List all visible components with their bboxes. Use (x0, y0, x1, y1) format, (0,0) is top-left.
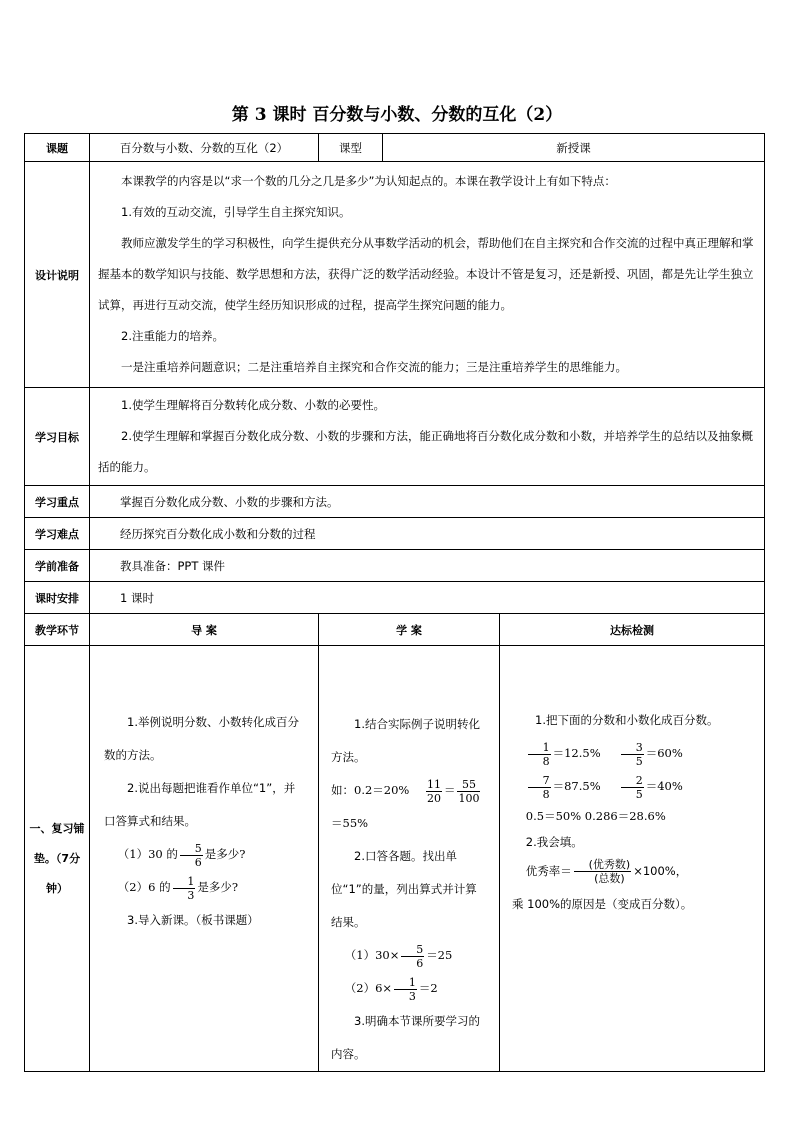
guide-i2: 2.说出每题把谁看作单位“1”，并口答算式和结果。 (104, 781, 296, 828)
row-header (25, 614, 765, 646)
check-r3: 0.5＝50% 0.286＝28.6% (525, 809, 666, 823)
key-value: 掌握百分数化成分数、小数的步骤和方法。 (90, 486, 765, 518)
label-prep: 学前准备 (25, 550, 90, 582)
check-r1: $\frac{1}{8}$ ＝12.5% $\frac{3}{5}$ ＝60% (506, 737, 760, 770)
design-p4: 2.注重能力的培养。 (121, 329, 224, 343)
goals-p1: 1.使学生理解将百分数转化成分数、小数的必要性。 (121, 398, 385, 412)
row-goals (25, 388, 765, 486)
check-i1: 1.把下面的分数和小数化成百分数。 (535, 713, 719, 727)
header-col2: 导 案 (90, 614, 319, 646)
header-col4: 达标检测 (500, 614, 765, 646)
type-value: 新授课 (383, 134, 765, 162)
design-p1: 本课教学的内容是以“求一个数的几分之几是多少”为认知起点的。本课在教学设计上有如下特点： (121, 174, 616, 188)
row-schedule (25, 582, 765, 614)
study-a2: （2）6× $\frac{1}{3}$ ＝2 (344, 975, 438, 1003)
study-a1: （1）30× $\frac{5}{6}$ ＝25 (344, 942, 453, 970)
header-col1: 教学环节 (25, 614, 90, 646)
label-topic: 课题 (25, 134, 90, 162)
check-i3: 乘 100%的原因是（变成百分数）。 (512, 897, 693, 911)
study-example: 如：0.2＝20% $\frac{11}{20}$ ＝ $\frac{55}{100}$ ＝55% (331, 777, 480, 830)
row-difficulty (25, 518, 765, 550)
design-p5: 一是注重培养问题意识；二是注重培养自主探究和合作交流的能力；三是注重培养学生的思维能力。 (121, 360, 627, 374)
guide-cell (90, 646, 319, 1072)
page-title: 第 3 课时 百分数与小数、分数的互化（2） (231, 105, 563, 125)
design-p3: 教师应激发学生的学习积极性，向学生提供充分从事数学活动的机会，帮助他们在自主探究和合作交流的过程中真正理解和掌握基本的数学知识与技能、数学思想和方法，获得广泛的数学活动经验。本设计不管是复习，还是新授、巩固，都是先让学生独立试算，再进行互动交流，使学生经历知识形成的过程，提高学生探究问题的能力。 (98, 236, 754, 312)
header-col3: 学 案 (319, 614, 500, 646)
check-cell (500, 646, 765, 1072)
label-schedule: 课时安排 (25, 582, 90, 614)
schedule-value: 1 课时 (90, 582, 765, 614)
row-topic (25, 134, 765, 162)
guide-i3: 3.导入新课。（板书课题） (127, 913, 259, 927)
guide-q1: （1）30 的 $\frac{5}{6}$ 是多少? (117, 841, 246, 869)
topic-value: 百分数与小数、分数的互化（2） (90, 134, 319, 162)
check-i2: 2.我会填。 (525, 835, 583, 849)
lesson-plan-table (24, 133, 765, 1072)
section1-label: 一、复习铺垫。（7分钟） (25, 646, 90, 1072)
design-p2: 1.有效的互动交流，引导学生自主探究知识。 (121, 205, 351, 219)
row-design (25, 162, 765, 388)
label-difficulty: 学习难点 (25, 518, 90, 550)
guide-i1: 1.举例说明分数、小数转化成百分数的方法。 (104, 715, 299, 762)
row-key (25, 486, 765, 518)
goals-p2: 2.使学生理解和掌握百分数化成分数、小数的步骤和方法，能正确地将百分数化成分数和小数，并培养学生的总结以及抽象概括的能力。 (98, 429, 753, 474)
check-formula: 优秀率＝ $\frac{\text{(优秀数)}}{\text{(总数)}}$ ×100%， (525, 858, 688, 885)
design-content (90, 162, 765, 388)
label-type: 课型 (319, 134, 383, 162)
row-section1 (25, 646, 765, 1072)
label-key: 学习重点 (25, 486, 90, 518)
check-r2: $\frac{7}{8}$ ＝87.5% $\frac{2}{5}$ ＝40% (506, 770, 760, 803)
guide-q2: （2）6 的 $\frac{1}{3}$ 是多少? (117, 874, 239, 902)
prep-value: 教具准备：PPT 课件 (90, 550, 765, 582)
study-i3: 3.明确本节课所要学习的内容。 (331, 1014, 480, 1061)
study-i2: 2.口答各题。找出单位“1”的量，列出算式并计算结果。 (331, 849, 477, 929)
difficulty-value: 经历探究百分数化成小数和分数的过程 (90, 518, 765, 550)
label-goals: 学习目标 (25, 388, 90, 486)
goals-content (90, 388, 765, 486)
study-i1: 1.结合实际例子说明转化方法。 (331, 717, 480, 764)
row-prep (25, 550, 765, 582)
study-cell (319, 646, 500, 1072)
label-design: 设计说明 (25, 162, 90, 388)
